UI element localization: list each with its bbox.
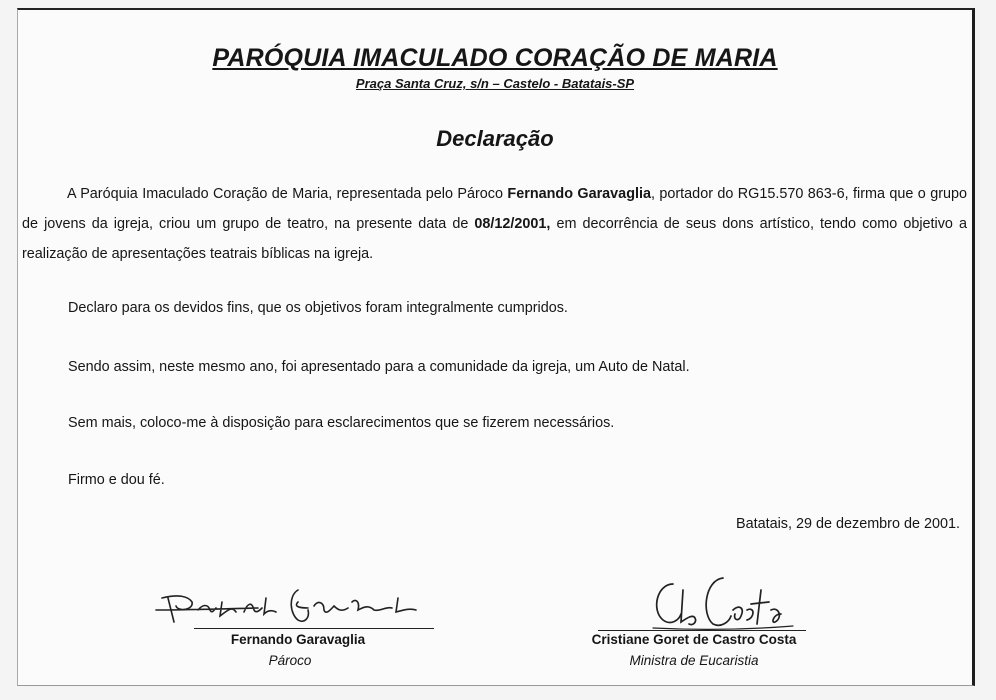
priest-name: Fernando Garavaglia (507, 186, 651, 202)
place-and-date: Batatais, 29 de dezembro de 2001. (735, 516, 960, 532)
signature-line-minister (598, 630, 806, 631)
intro-text-3: em decorrência de seus dons artístico, tendo como objetivo a realização de apresentações teatrais bíblicas na igreja. (22, 216, 967, 262)
signer-name-minister: Cristiane Goret de Castro Costa (591, 632, 797, 647)
intro-paragraph (22, 179, 967, 269)
parish-address: Praça Santa Cruz, s/n – Castelo - Batatais-SP (355, 76, 635, 91)
signer-role-priest: Pároco (268, 653, 312, 668)
parish-title: PARÓQUIA IMACULADO CORAÇÃO DE MARIA (212, 44, 778, 72)
paragraph-availability: Sem mais, coloco-me à disposição para esclarecimentos que se fizerem necessários. (68, 415, 615, 431)
intro-text-2: , portador do RG15.570 863-6, firma que o grupo de jovens da igreja, criou um grupo de teatro, na presente data de (22, 186, 968, 232)
founding-date: 08/12/2001, (474, 216, 551, 232)
signature-fernando-garavaglia (148, 580, 428, 630)
intro-text-1: A Paróquia Imaculado Coração de Maria, representada pelo Pároco (67, 186, 508, 202)
signer-role-minister: Ministra de Eucaristia (629, 653, 759, 668)
signature-line-priest (194, 628, 434, 629)
document-heading: Declaração (436, 126, 554, 151)
paragraph-objectives: Declaro para os devidos fins, que os objetivos foram integralmente cumpridos. (68, 300, 568, 316)
paragraph-closing: Firmo e dou fé. (68, 472, 165, 488)
paragraph-christmas-play: Sendo assim, neste mesmo ano, foi apresentado para a comunidade da igreja, um Auto de Natal. (68, 359, 690, 375)
declaration-document (17, 8, 975, 686)
signer-name-priest: Fernando Garavaglia (230, 632, 366, 647)
